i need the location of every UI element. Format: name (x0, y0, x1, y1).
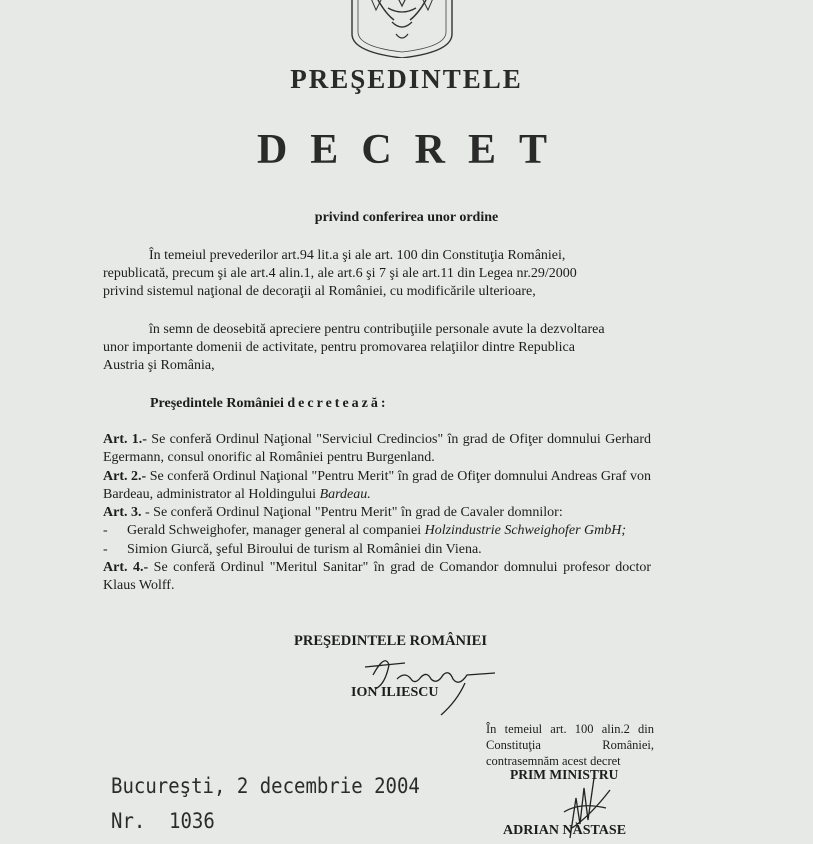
place-date-stamp: Bucureşti, 2 decembrie 2004 (111, 774, 420, 799)
legal-basis-line: republicată, precum şi ale art.4 alin.1, ale art.6 şi 7 şi ale art.11 din Legea nr.29/2000 (103, 266, 577, 281)
reason-paragraph (103, 321, 651, 375)
list-item-text (127, 522, 651, 540)
decree-intro-verb: decretează: (287, 396, 389, 411)
coat-of-arms-icon (348, 0, 456, 58)
prime-minister-title: PRIM MINISTRU (510, 767, 619, 782)
article-label: Art. 3. (103, 505, 142, 521)
article-label: Art. 2.- (103, 468, 147, 484)
decree-intro-subject: Preşedintele României (150, 396, 284, 411)
prime-minister-name: ADRIAN NĂSTASE (503, 823, 627, 838)
articles-section (103, 431, 651, 596)
article-4 (103, 559, 651, 596)
article-text: Se conferă Ordinul Naţional "Pentru Merit" în grad de Ofiţer domnului Andreas Graf von Bardeau, administrator al Holdingului (103, 468, 651, 502)
document-type-title: DECRET (256, 127, 571, 173)
document-heading: PREŞEDINTELE (290, 64, 523, 94)
article-italic-text: Bardeau. (319, 486, 371, 502)
countersign-line: Constituţia României, (486, 738, 654, 752)
list-dash: - (103, 523, 108, 539)
countersign-block (486, 721, 654, 769)
article-label: Art. 4.- (103, 560, 149, 576)
reason-line: unor importante domenii de activitate, pentru promovarea relaţiilor dintre Republica (103, 340, 575, 355)
countersign-line: contrasemnăm acest decret (486, 754, 621, 768)
article-label: Art. 1.- (103, 432, 147, 447)
list-dash: - (103, 541, 108, 557)
decree-number-value: 1036 (169, 809, 215, 834)
legal-basis-line: privind sistemul naţional de decoraţii al României, cu modificările ulterioare, (103, 284, 536, 299)
president-title: PREŞEDINTELE ROMÂNIEI (294, 633, 487, 649)
article-text: - Se conferă Ordinul Naţional "Pentru Merit" în grad de Cavaler domnilor: (145, 505, 563, 521)
article-2 (103, 468, 651, 505)
decree-subject: privind conferirea unor ordine (314, 210, 499, 225)
decree-number-label: Nr. (111, 809, 146, 834)
list-item (103, 541, 651, 559)
list-item-plain: Simion Giurcă, şeful Biroului de turism al României din Viena. (127, 541, 482, 557)
list-item (103, 522, 651, 540)
reason-line: în semn de deosebită apreciere pentru contribuţiile personale avute la dezvoltarea (149, 322, 605, 337)
president-name: ION ILIESCU (351, 685, 439, 700)
article-1 (103, 431, 651, 468)
decree-number-stamp (111, 809, 215, 834)
article-text: Se conferă Ordinul "Meritul Sanitar" în grad de Comandor domnului profesor doctor Klaus Wolff. (103, 560, 651, 594)
article-text: Se conferă Ordinul Naţional "Serviciul Credincios" în grad de Ofiţer domnului Gerhard Egermann, consul onorific al României pentru Burgenland. (103, 432, 651, 466)
list-item-plain: Gerald Schweighofer, manager general al companiei (127, 523, 422, 539)
legal-basis-paragraph (103, 247, 651, 301)
legal-basis-line: În temeiul prevederilor art.94 lit.a şi ale art. 100 din Constituţia României, (149, 248, 566, 263)
list-item-italic: Holzindustrie Schweighofer GmbH; (424, 523, 627, 539)
signature-iliescu-icon (345, 645, 505, 717)
decree-intro (150, 396, 389, 412)
reason-line: Austria şi România, (103, 358, 215, 373)
article-3 (103, 504, 651, 522)
countersign-line: În temeiul art. 100 alin.2 din (486, 722, 654, 736)
